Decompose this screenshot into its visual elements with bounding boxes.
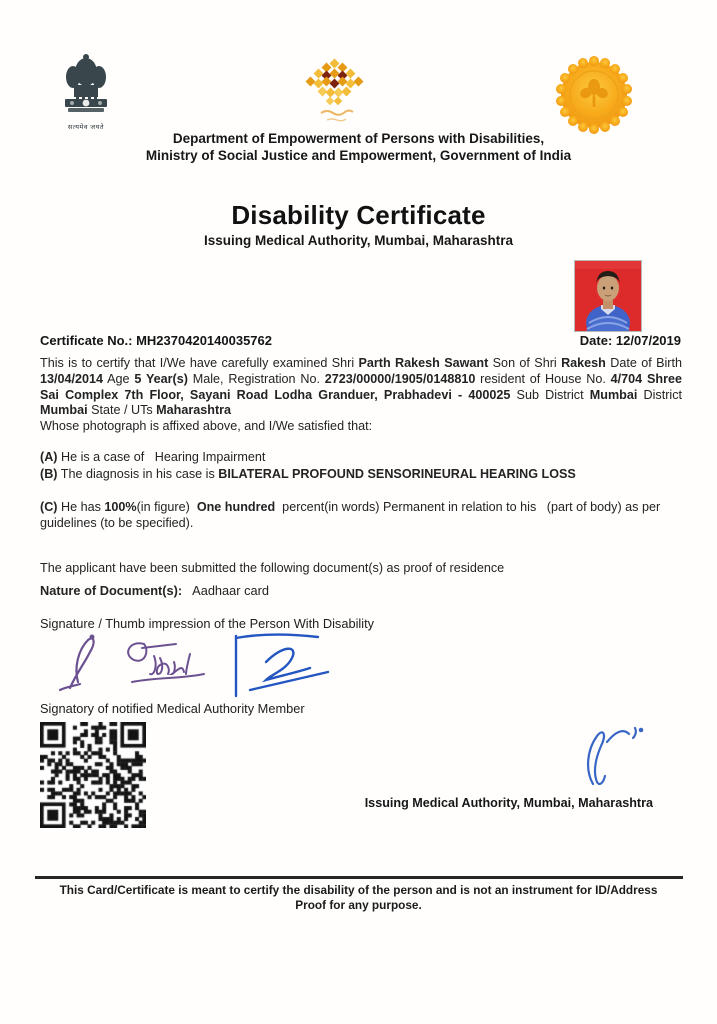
pwd-signature-caption: Signature / Thumb impression of the Person With Disability <box>40 616 375 631</box>
certificate-subtitle: Issuing Medical Authority, Mumbai, Maharashtra <box>203 233 514 248</box>
satyameva-jayate-caption: सत्यमेव जयते <box>67 124 105 131</box>
certification-paragraph: This is to certify that I/We have carefully examined Shri Parth Rakesh Sawant Son of Shri Rakesh Date of Birth 13/04/2014 Age 5 Year(s) Male, Registration No. 2723/00000/1905/0148810 resident of House No. 4/704 Shree Sai Complex 7th Floor, Sayani Road Lodha Granduer, Prabhadevi - 400025 Sub District Mumbai District Mumbai State / UTs Maharashtra <box>40 356 686 418</box>
medical-authority-member-caption: Signatory of notified Medical Authority Member <box>40 701 305 716</box>
india-state-emblem <box>50 52 122 122</box>
issue-date <box>580 333 681 348</box>
footer-disclaimer: This Card/Certificate is meant to certify the disability of the person and is not an instrument for ID/Address Proof for any purpose. <box>59 883 658 912</box>
clause-c: (C) He has 100%(in figure) One hundred percent(in words) Permanent in relation to his (part of body) as per guidelines (to be specified). <box>40 500 664 530</box>
certificate-number <box>40 333 272 348</box>
department-line2: Ministry of Social Justice and Empowerment, Government of India <box>145 148 572 163</box>
footer-rule <box>35 876 683 879</box>
clause-b: (B) The diagnosis in his case is BILATERAL PROFOUND SENSORINEURAL HEARING LOSS <box>40 466 576 481</box>
issue-date-label: Date: <box>579 333 613 348</box>
clause-a: (A) He is a case of Hearing Impairment <box>40 450 266 464</box>
applicant-photo <box>575 261 641 331</box>
department-logo <box>293 55 378 127</box>
residence-note: The applicant have been submitted the following document(s) as proof of residence <box>40 561 505 575</box>
certificate-number-value: MH2370420140035762 <box>136 333 272 348</box>
department-line1: Department of Empowerment of Persons with Disabilities, <box>172 131 545 146</box>
pwd-signatures <box>50 630 350 702</box>
issuing-authority-caption: Issuing Medical Authority, Mumbai, Maharashtra <box>364 796 653 810</box>
document-nature: Nature of Document(s): Aadhaar card <box>40 583 269 598</box>
clauses <box>40 450 682 484</box>
meta-row <box>40 333 681 348</box>
issuing-authority-signature <box>563 720 653 798</box>
certificate-title: Disability Certificate <box>231 200 486 230</box>
gold-seal <box>550 55 638 137</box>
certificate-number-label: Certificate No.: <box>40 333 133 348</box>
issue-date-value: 12/07/2019 <box>615 333 681 348</box>
qr-code <box>40 722 146 828</box>
photo-note: Whose photograph is affixed above, and I/We satisfied that: <box>40 419 373 433</box>
department-header <box>0 130 717 164</box>
